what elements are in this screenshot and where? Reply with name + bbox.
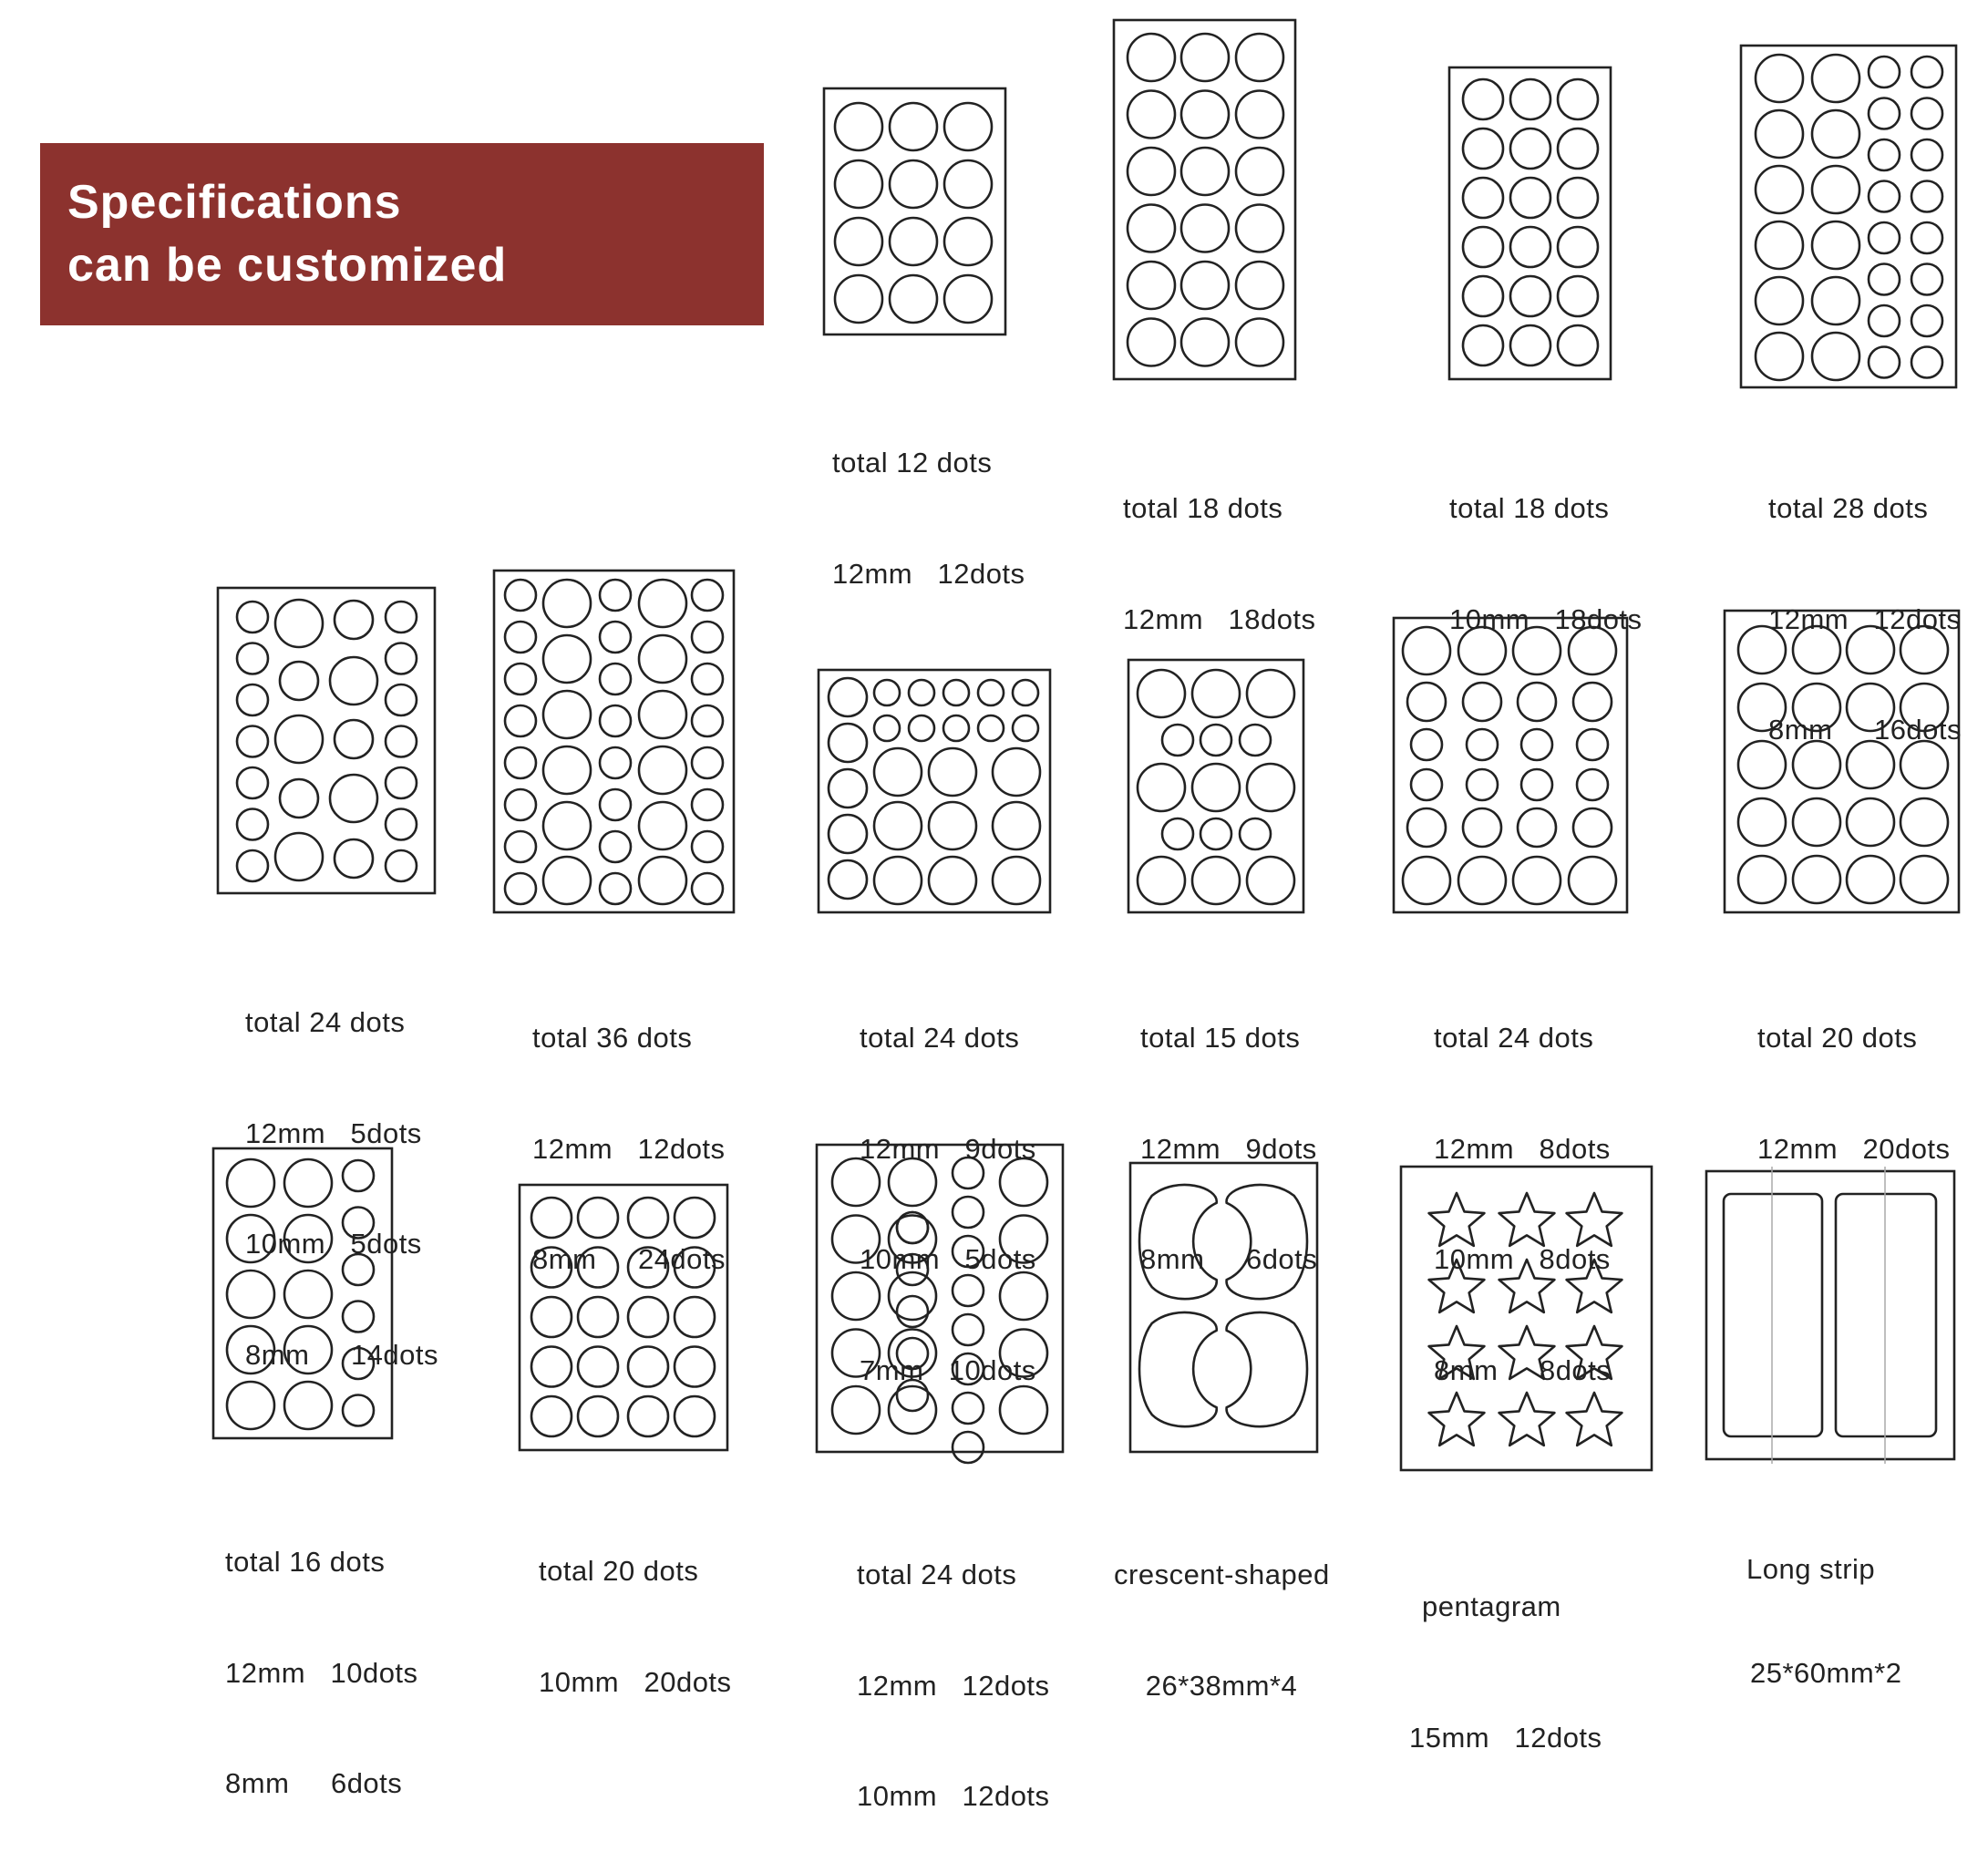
- dot: [1812, 333, 1859, 380]
- dot: [1236, 34, 1283, 81]
- dot: [280, 779, 318, 818]
- dot: [1518, 808, 1556, 847]
- dot: [953, 1432, 984, 1463]
- dot: [505, 747, 536, 778]
- dot: [909, 715, 934, 741]
- sheet-16: [1706, 1167, 1954, 1464]
- sheet-outline: [1128, 660, 1303, 912]
- dot: [505, 664, 536, 694]
- dot: [1558, 325, 1598, 365]
- dot: [600, 831, 631, 862]
- dot: [639, 802, 686, 849]
- sheet-2: [1114, 20, 1295, 379]
- caption-line: total 15 dots: [1140, 1022, 1301, 1054]
- caption-line: 12mm 12dots: [1768, 602, 1962, 635]
- caption-line: 8mm 6dots: [1140, 1243, 1318, 1275]
- dot: [1128, 91, 1175, 139]
- sheet-8: [1128, 660, 1303, 912]
- dot: [1236, 91, 1283, 139]
- dot: [1510, 227, 1550, 267]
- dot: [943, 715, 969, 741]
- banner-line-2: can be customized: [67, 239, 508, 292]
- caption-line: 10mm 5dots: [245, 1228, 422, 1260]
- sheet-6: [494, 571, 734, 912]
- sheet-5: [218, 588, 435, 893]
- dot: [386, 767, 417, 798]
- dot: [275, 600, 323, 647]
- caption-sheet-5: [245, 931, 438, 1411]
- dot: [335, 720, 373, 758]
- dot: [1900, 798, 1948, 846]
- dot: [929, 748, 976, 796]
- dot: [978, 680, 1004, 705]
- dot: [1510, 79, 1550, 119]
- caption-line: total 24 dots: [1434, 1022, 1594, 1054]
- dot: [1181, 205, 1229, 252]
- dot: [944, 275, 992, 323]
- dot: [1407, 683, 1446, 721]
- dot: [1869, 139, 1900, 170]
- dot: [386, 602, 417, 633]
- dot: [237, 767, 268, 798]
- dot: [600, 664, 631, 694]
- dot: [1247, 764, 1294, 811]
- dot: [1411, 769, 1442, 800]
- dot: [1463, 79, 1503, 119]
- dot: [1869, 264, 1900, 295]
- dot: [543, 802, 591, 849]
- dot: [1240, 818, 1271, 849]
- dot: [1869, 57, 1900, 87]
- sheet-outline: [1114, 20, 1295, 379]
- dot: [1569, 857, 1616, 904]
- caption-sheet-7: [860, 946, 1036, 1426]
- dot: [944, 160, 992, 208]
- dot: [890, 218, 937, 265]
- sheet-outline: [824, 88, 1005, 334]
- caption-sheet-8: [1140, 946, 1317, 1315]
- caption-line: pentagram: [1422, 1590, 1561, 1622]
- dot: [1200, 818, 1231, 849]
- dot: [1869, 181, 1900, 212]
- caption-line: 12mm 12dots: [832, 557, 1025, 590]
- dot: [1577, 769, 1608, 800]
- dot: [1869, 222, 1900, 253]
- caption-sheet-10: [1757, 946, 1951, 1205]
- caption-line: 10mm 5dots: [860, 1243, 1036, 1275]
- caption-sheet-3: [1449, 417, 1643, 675]
- caption-line: total 16 dots: [225, 1546, 386, 1578]
- caption-line: 10mm 8dots: [1434, 1243, 1611, 1275]
- caption-sheet-11: [225, 1470, 418, 1839]
- dot: [1240, 725, 1271, 756]
- dot: [531, 1396, 572, 1436]
- dot: [1192, 764, 1240, 811]
- dot: [1247, 857, 1294, 904]
- dot: [1192, 857, 1240, 904]
- dot: [1510, 178, 1550, 218]
- caption-line: total 36 dots: [532, 1022, 693, 1054]
- dot: [600, 873, 631, 904]
- dot: [1869, 347, 1900, 378]
- dot: [835, 160, 882, 208]
- dot: [890, 160, 937, 208]
- caption-sheet-13: [857, 1483, 1050, 1852]
- caption-line: 12mm 8dots: [1434, 1132, 1611, 1165]
- caption-line: 12mm 10dots: [225, 1656, 418, 1689]
- caption-line: 8mm 14dots: [245, 1338, 439, 1371]
- dot: [1236, 148, 1283, 195]
- dot: [1513, 857, 1561, 904]
- dot: [505, 873, 536, 904]
- caption-line: 12mm 20dots: [1757, 1132, 1951, 1165]
- dot: [944, 103, 992, 150]
- dot: [600, 622, 631, 653]
- dot: [543, 857, 591, 904]
- caption-sheet-6: [532, 946, 726, 1315]
- dot: [639, 580, 686, 627]
- dot: [1738, 798, 1786, 846]
- dot: [1756, 277, 1803, 324]
- dot: [1793, 856, 1840, 903]
- dot: [1558, 79, 1598, 119]
- dot: [275, 833, 323, 880]
- dot: [692, 705, 723, 736]
- dot: [1463, 808, 1501, 847]
- dot: [505, 705, 536, 736]
- dot: [1181, 262, 1229, 309]
- dot: [1236, 262, 1283, 309]
- sheet-outline: [1449, 67, 1611, 379]
- caption-sheet-14: [1114, 1483, 1329, 1742]
- dot: [1510, 129, 1550, 169]
- dot: [944, 218, 992, 265]
- dot: [639, 691, 686, 738]
- dot: [874, 802, 922, 849]
- dot: [1181, 148, 1229, 195]
- dot: [1128, 262, 1175, 309]
- dot: [505, 580, 536, 611]
- dot: [993, 748, 1040, 796]
- dot: [1467, 729, 1498, 760]
- dot: [829, 724, 867, 762]
- caption-line: Long strip: [1746, 1553, 1876, 1585]
- dot: [639, 857, 686, 904]
- caption-line: total 18 dots: [1449, 492, 1610, 524]
- dot: [1407, 808, 1446, 847]
- dot: [335, 839, 373, 878]
- dot: [1138, 764, 1185, 811]
- caption-line: 8mm 6dots: [225, 1767, 403, 1799]
- dot: [1911, 98, 1942, 129]
- dot: [628, 1347, 668, 1387]
- crescent-shape: [1227, 1312, 1307, 1426]
- crescent-shape: [1139, 1312, 1217, 1426]
- dot: [330, 775, 377, 822]
- dot: [1812, 221, 1859, 269]
- caption-line: total 12 dots: [832, 447, 993, 478]
- dot: [600, 580, 631, 611]
- dot: [835, 218, 882, 265]
- dot: [835, 275, 882, 323]
- dot: [1869, 98, 1900, 129]
- caption-line: total 24 dots: [245, 1006, 406, 1038]
- dot: [829, 769, 867, 808]
- dot: [1812, 110, 1859, 158]
- dot: [1411, 729, 1442, 760]
- caption-line: total 24 dots: [860, 1022, 1020, 1054]
- dot: [578, 1347, 618, 1387]
- caption-line: 26*38mm*4: [1145, 1669, 1298, 1702]
- caption-line: 12mm 9dots: [860, 1132, 1036, 1165]
- dot: [874, 857, 922, 904]
- dot: [943, 680, 969, 705]
- dot: [1128, 319, 1175, 366]
- caption-sheet-15: [1409, 1497, 1602, 1804]
- dot: [675, 1347, 715, 1387]
- dot: [1138, 670, 1185, 717]
- dot: [1812, 277, 1859, 324]
- dot: [692, 664, 723, 694]
- caption-line: 8mm 16dots: [1768, 714, 1962, 746]
- caption-line: total 20 dots: [1757, 1022, 1918, 1054]
- caption-line: 12mm 5dots: [245, 1116, 422, 1149]
- dot: [890, 103, 937, 150]
- dot: [1463, 683, 1501, 721]
- dot: [1911, 57, 1942, 87]
- caption-line: 12mm 9dots: [1140, 1132, 1317, 1165]
- dot: [237, 726, 268, 757]
- dot: [1558, 276, 1598, 316]
- dot: [1738, 856, 1786, 903]
- dot: [929, 802, 976, 849]
- dot: [1162, 725, 1193, 756]
- dot: [237, 643, 268, 674]
- caption-line: crescent-shaped: [1114, 1559, 1330, 1590]
- dot: [993, 802, 1040, 849]
- dot: [1403, 857, 1450, 904]
- dot: [543, 580, 591, 627]
- caption-line: total 20 dots: [539, 1555, 699, 1587]
- dot: [1463, 129, 1503, 169]
- dot: [1463, 178, 1503, 218]
- dot: [280, 662, 318, 700]
- strip-shape: [1836, 1194, 1936, 1436]
- dot: [1900, 856, 1948, 903]
- dot: [505, 622, 536, 653]
- dot: [1510, 276, 1550, 316]
- dot: [692, 580, 723, 611]
- dot: [1521, 729, 1552, 760]
- caption-line: 8mm 24dots: [532, 1243, 726, 1275]
- dot: [628, 1396, 668, 1436]
- dot: [386, 643, 417, 674]
- dot: [237, 850, 268, 881]
- dot: [1128, 148, 1175, 195]
- dot: [1869, 305, 1900, 336]
- dot: [1911, 347, 1942, 378]
- dot: [692, 789, 723, 820]
- dot: [1463, 276, 1503, 316]
- dot: [330, 657, 377, 705]
- dot: [1847, 798, 1894, 846]
- sheet-1: [824, 88, 1005, 334]
- dot: [835, 103, 882, 150]
- caption-line: 12mm 18dots: [1123, 602, 1316, 635]
- dot: [1518, 683, 1556, 721]
- dot: [692, 831, 723, 862]
- banner-line-1: Specifications: [67, 176, 402, 229]
- dot: [335, 601, 373, 639]
- dot: [829, 860, 867, 899]
- dot: [386, 850, 417, 881]
- dot: [1467, 769, 1498, 800]
- caption-sheet-2: [1123, 417, 1316, 675]
- sheet-3: [1449, 67, 1611, 379]
- dot: [1463, 227, 1503, 267]
- caption-line: 8mm 8dots: [1434, 1353, 1612, 1386]
- dot: [1577, 729, 1608, 760]
- caption-line: 12mm 12dots: [857, 1669, 1050, 1702]
- dot: [531, 1347, 572, 1387]
- dot: [600, 705, 631, 736]
- dot: [1756, 110, 1803, 158]
- dot: [1463, 325, 1503, 365]
- dot: [1521, 769, 1552, 800]
- caption-line: 10mm 18dots: [1449, 602, 1643, 635]
- dot: [1847, 856, 1894, 903]
- dot: [829, 815, 867, 853]
- dot: [1756, 55, 1803, 102]
- caption-line: 10mm 20dots: [539, 1665, 732, 1698]
- dot: [1128, 34, 1175, 81]
- dot: [1812, 55, 1859, 102]
- dot: [675, 1396, 715, 1436]
- dot: [1911, 181, 1942, 212]
- sheet-outline: [1706, 1171, 1954, 1459]
- dot: [1013, 680, 1038, 705]
- dot: [1013, 715, 1038, 741]
- dot: [993, 857, 1040, 904]
- dot: [1181, 34, 1229, 81]
- dot: [1162, 818, 1193, 849]
- dot: [1793, 798, 1840, 846]
- dot: [929, 857, 976, 904]
- dot: [1181, 319, 1229, 366]
- dot: [543, 635, 591, 683]
- caption-line: 10mm 12dots: [857, 1780, 1050, 1812]
- dot: [1138, 857, 1185, 904]
- dot: [639, 635, 686, 683]
- dot: [237, 809, 268, 840]
- caption-sheet-9: [1434, 946, 1611, 1426]
- caption-line: 12mm 12dots: [532, 1132, 726, 1165]
- dot: [890, 275, 937, 323]
- dot: [578, 1396, 618, 1436]
- dot: [1558, 227, 1598, 267]
- dot: [1181, 91, 1229, 139]
- dot: [1247, 670, 1294, 717]
- dot: [874, 715, 900, 741]
- dot: [1911, 222, 1942, 253]
- dot: [692, 622, 723, 653]
- dot: [1756, 221, 1803, 269]
- dot: [386, 809, 417, 840]
- caption-sheet-1: [832, 371, 1025, 630]
- dot: [1756, 333, 1803, 380]
- dot: [600, 747, 631, 778]
- dot: [1458, 857, 1506, 904]
- dot: [543, 691, 591, 738]
- caption-line: 25*60mm*2: [1750, 1657, 1902, 1689]
- dot: [978, 715, 1004, 741]
- dot: [386, 684, 417, 715]
- dot: [1510, 325, 1550, 365]
- dot: [1911, 264, 1942, 295]
- dot: [275, 715, 323, 763]
- dot: [1236, 205, 1283, 252]
- dot: [1558, 129, 1598, 169]
- dot: [386, 726, 417, 757]
- dot: [1911, 305, 1942, 336]
- dot: [543, 746, 591, 794]
- dot: [237, 684, 268, 715]
- dot: [1236, 319, 1283, 366]
- dot: [1573, 808, 1612, 847]
- dot: [1573, 683, 1612, 721]
- dot: [829, 678, 867, 716]
- caption-line: total 28 dots: [1768, 492, 1929, 524]
- caption-line: 7mm 10dots: [860, 1353, 1036, 1386]
- dot: [1200, 725, 1231, 756]
- dot: [1756, 166, 1803, 213]
- dot: [874, 680, 900, 705]
- dot: [1558, 178, 1598, 218]
- dot: [909, 680, 934, 705]
- dot: [692, 747, 723, 778]
- dot: [1812, 166, 1859, 213]
- caption-sheet-16: [1746, 1483, 1901, 1725]
- dot: [639, 746, 686, 794]
- dot: [505, 831, 536, 862]
- dot: [600, 789, 631, 820]
- caption-line: 15mm 12dots: [1409, 1722, 1602, 1754]
- sheet-7: [819, 670, 1050, 912]
- sheet-outline: [819, 670, 1050, 912]
- dot: [1128, 205, 1175, 252]
- dot: [874, 748, 922, 796]
- dot: [1403, 627, 1450, 674]
- caption-sheet-12: [539, 1479, 732, 1738]
- dot: [1192, 670, 1240, 717]
- dot: [1911, 139, 1942, 170]
- caption-line: total 24 dots: [857, 1559, 1017, 1590]
- caption-line: total 18 dots: [1123, 492, 1283, 524]
- caption-sheet-4: [1768, 417, 1962, 786]
- dot: [237, 602, 268, 633]
- dot: [692, 873, 723, 904]
- dot: [505, 789, 536, 820]
- strip-shape: [1724, 1194, 1822, 1436]
- sheet-4: [1741, 46, 1956, 387]
